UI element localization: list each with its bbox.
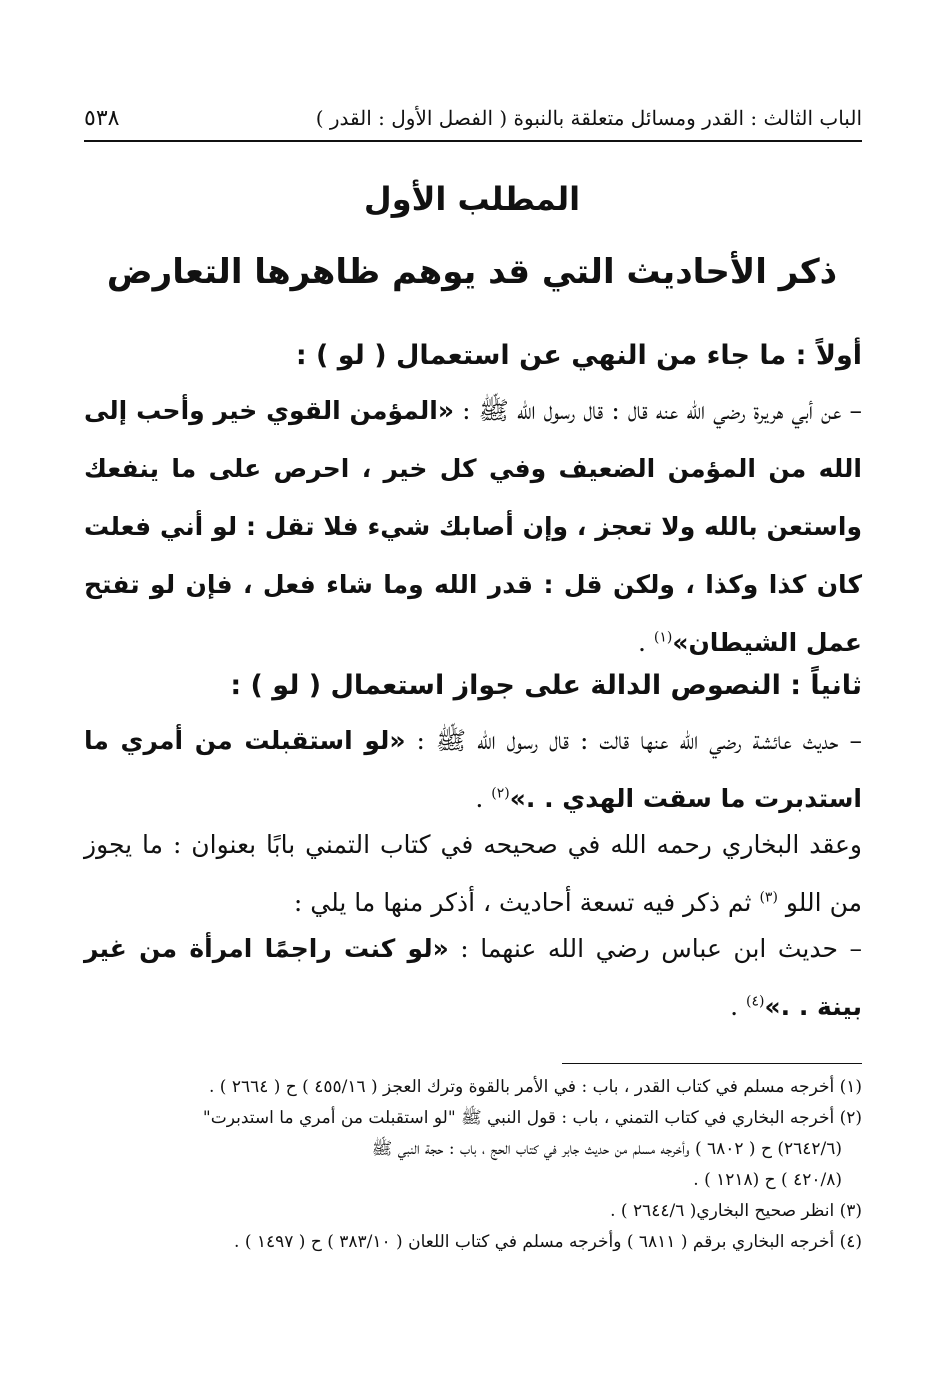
footnote-2-cont: (٤٢٠/٨ ) ح (١٢١٨ ) . — [693, 1170, 842, 1190]
footnote-ref: (٢) — [491, 785, 510, 802]
footnote-2: (٢) أخرجه البخاري في كتاب التمني ، باب : قول النبي ﷺ "لو استقبلت من أمري ما استدبرت" — [202, 1108, 862, 1128]
running-header — [84, 96, 862, 142]
section-subtitle: ذكر الأحاديث التي قد يوهم ظاهرها التعارض — [106, 252, 838, 292]
hadith-text: «لو كنت راجمًا امرأة من غير بينة . .» — [84, 934, 862, 1021]
body-text: وعقد البخاري رحمه الله في صحيحه في كتاب التمني بابًا بعنوان : ما يجوز من اللو — [84, 830, 862, 917]
punctuation: . — [475, 784, 492, 813]
page-number: ٥٣٨ — [84, 105, 120, 131]
footnote-2-cont: (٢٦٤٢/٦) ح ( ٦٨٠٢ ) وأخرجه مسلم من حديث جابر في كتاب الحج ، باب : حجة النبي ﷺ — [371, 1139, 842, 1159]
hadith-intro: – حديث ابن عباس رضي الله عنهما : — [448, 934, 862, 963]
section-title: المطلب الأول — [363, 180, 581, 218]
heading-first: أولاً : ما جاء من النهي عن استعمال ( لو ) : — [295, 340, 862, 371]
hadith-text: «لو استقبلت من أمري ما استدبرت ما سقت الهدي . .» — [84, 726, 862, 813]
footnote-4: (٤) أخرجه البخاري برقم ( ٦٨١١ ) وأخرجه مسلم في كتاب اللعان ( ٣٨٣/١٠ ) ح ( ١٤٩٧ ) . — [234, 1232, 862, 1252]
footnotes — [120, 1072, 862, 1258]
hadith-intro: – حديث عائشة رضي الله عنها قالت : قال رسول الله ﷺ : — [405, 726, 862, 755]
footnote-ref: (٣) — [759, 889, 778, 906]
heading-second: ثانياً : النصوص الدالة على جواز استعمال ( لو ) : — [230, 670, 862, 701]
footnote-1: (١) أخرجه مسلم في كتاب القدر ، باب : في الأمر بالقوة وترك العجز ( ٤٥٥/١٦ ) ح ( ٢٦٦٤ ) . — [208, 1077, 862, 1097]
paragraph-bukhari — [84, 816, 862, 932]
footnote-ref: (١) — [653, 629, 673, 646]
paragraph-aisha — [84, 712, 862, 828]
footnote-divider — [562, 1063, 862, 1064]
body-text: ثم ذكر فيه تسعة أحاديث ، أذكر منها ما يلي : — [293, 888, 760, 917]
paragraph-abu-hurayra — [84, 382, 862, 672]
punctuation: . — [730, 992, 747, 1021]
hadith-text: «المؤمن القوي خير وأحب إلى الله من المؤمن الضعيف وفي كل خير ، احرص على ما ينفعك واستعن بالله ولا تعجز ، وإن أصابك شيء فلا تقل : لو أني فعلت كان كذا وكذا ، ولكن قل : قدر الله وما شاء فعل ، فإن لو تفتح عمل الشيطان» — [84, 396, 862, 657]
paragraph-ibn-abbas — [84, 920, 862, 1036]
hadith-intro: – عن أبي هريرة رضي الله عنه قال : قال رسول الله ﷺ : — [454, 396, 862, 425]
footnote-ref: (٤) — [746, 993, 765, 1010]
footnote-3: (٣) انظر صحيح البخاري( ٢٦٤٤/٦ ) . — [610, 1201, 862, 1221]
chapter-title: الباب الثالث : القدر ومسائل متعلقة بالنبوة ( الفصل الأول : القدر ) — [315, 106, 862, 130]
punctuation: . — [637, 628, 654, 657]
